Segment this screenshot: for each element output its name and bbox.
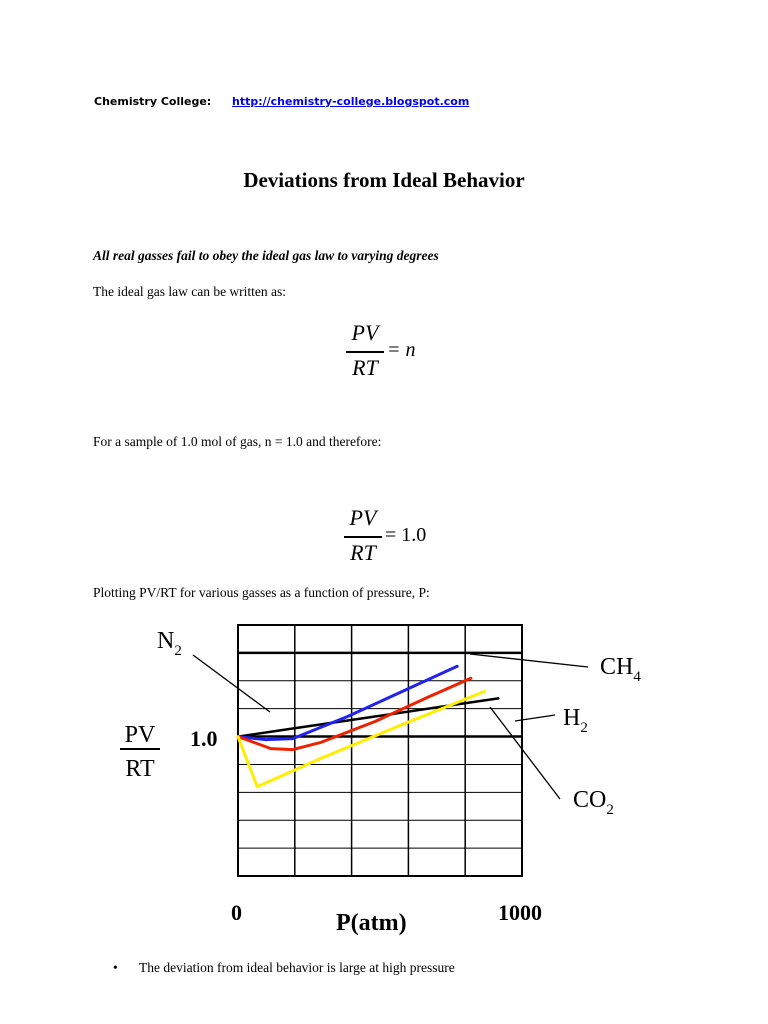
chart-labels <box>120 628 641 936</box>
paragraph-ideal-gas: The ideal gas law can be written as: <box>93 284 287 299</box>
chart-series <box>238 666 498 787</box>
series-line-ch4 <box>238 666 457 739</box>
y-tick-label: 1.0 <box>190 726 218 751</box>
x-tick-label-1000: 1000 <box>498 900 542 925</box>
eq2-numerator: PV <box>349 505 377 530</box>
series-label-co2: $CO_2$ <box>573 787 614 818</box>
eq1-numerator: PV <box>351 320 379 345</box>
x-axis-label: P(atm) <box>336 910 407 936</box>
eq2-denominator: RT <box>350 540 376 565</box>
equation-ideal-gas <box>346 320 436 380</box>
bullet-dot: • <box>113 960 118 975</box>
eq1-denominator: RT <box>352 355 378 380</box>
eq1-fraction-bar <box>346 351 384 353</box>
header-label: Chemistry College: <box>94 95 212 108</box>
paragraph-one-mol: For a sample of 1.0 mol of gas, n = 1.0 and therefore: <box>93 434 382 449</box>
bullet-item <box>113 960 455 976</box>
lead-sentence: All real gasses fail to obey the ideal gas law to varying degrees <box>93 248 439 263</box>
page-title: Deviations from Ideal Behavior <box>243 168 525 192</box>
equation-one-mol <box>344 505 444 565</box>
header <box>94 94 469 109</box>
pv-rt-chart <box>100 612 660 942</box>
blog-link[interactable]: http://chemistry-college.blogspot.com <box>232 95 470 108</box>
y-axis-label-numerator: PV <box>124 722 156 748</box>
eq2-fraction-bar <box>344 536 382 538</box>
paragraph-plotting: Plotting PV/RT for various gasses as a function of pressure, P: <box>93 585 430 600</box>
eq1-rhs: = n <box>387 339 416 361</box>
x-tick-label-0: 0 <box>231 900 242 925</box>
bullet-text: The deviation from ideal behavior is large at high pressure <box>139 960 455 975</box>
eq2-rhs: = 1.0 <box>385 524 427 546</box>
series-label-n2: $N_2$ <box>157 628 182 659</box>
leader-line-co2 <box>490 707 560 799</box>
leader-line-ch4 <box>470 654 588 667</box>
y-axis-label-denominator: RT <box>125 756 155 782</box>
series-line-n2 <box>238 698 498 736</box>
series-label-h2: $H_2$ <box>563 705 588 736</box>
series-label-ch4: $CH_4$ <box>600 654 641 685</box>
leader-line-n2 <box>193 655 270 712</box>
